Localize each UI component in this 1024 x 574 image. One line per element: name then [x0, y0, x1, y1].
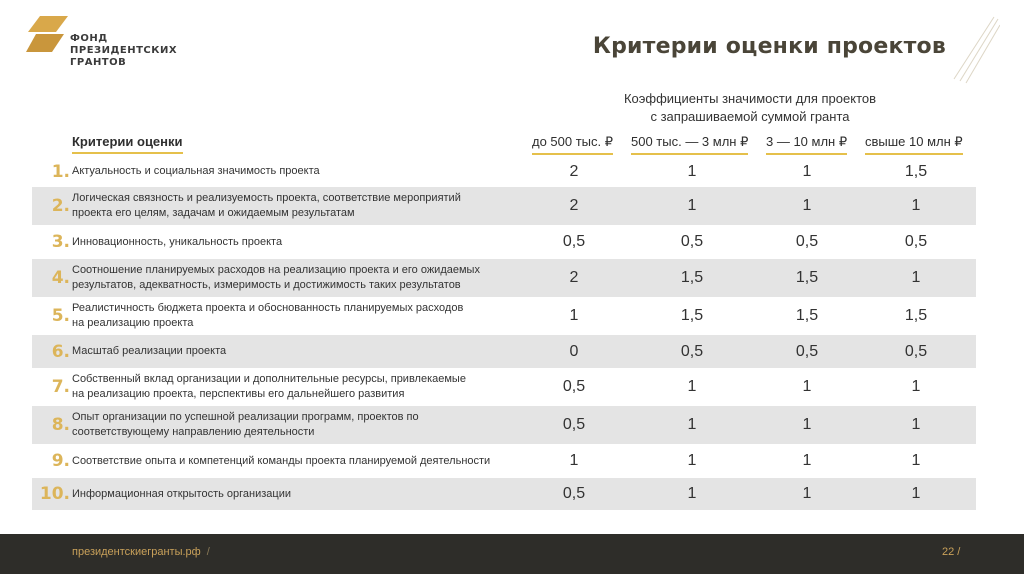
value-c4: 1,5 [904, 162, 928, 180]
value-c4: 1 [911, 378, 921, 395]
value-c2: 1 [687, 162, 697, 180]
value-c1: 0,5 [562, 233, 586, 250]
value-c3: 1 [802, 197, 812, 214]
table-row [32, 225, 976, 259]
brand-logo [26, 16, 186, 76]
column-header-criteria-label: Критерии оценки [72, 134, 183, 154]
criterion-line-2: результатов, адекватность, измеримость и достижимость таких результатов [72, 279, 461, 291]
criterion-text [72, 454, 532, 469]
value-c3: 0,5 [795, 233, 819, 250]
brand-name [70, 33, 177, 69]
value-c4: 1,5 [904, 307, 928, 324]
criteria-table [32, 156, 976, 510]
row-number: 7. [51, 377, 70, 397]
footer-site-link[interactable]: президентскиегранты.рф [72, 546, 201, 558]
row-number: 6. [51, 341, 70, 362]
criterion-line-1: Соотношение планируемых расходов на реализацию проекта и его ожидаемых [72, 264, 480, 276]
row-number: 2. [51, 196, 70, 216]
criterion-text [72, 191, 532, 221]
value-c1: 1 [569, 307, 579, 324]
table-row [32, 444, 976, 478]
value-c4: 0,5 [904, 342, 928, 360]
criterion-text [72, 301, 532, 331]
brand-line-3: ГРАНТОВ [70, 57, 127, 68]
value-c4: 1 [911, 485, 921, 502]
page-number: 22 / [942, 546, 961, 558]
value-c3: 1 [802, 378, 812, 395]
criterion-line-1: Логическая связность и реализуемость проекта, соответствие мероприятий [72, 192, 461, 204]
value-c3: 1 [802, 416, 812, 433]
value-c4: 0,5 [904, 233, 928, 250]
table-row [32, 259, 976, 297]
criterion-line-1: Инновационность, уникальность проекта [72, 235, 283, 248]
column-header-500k-3m [631, 134, 748, 155]
value-c2: 0,5 [680, 342, 704, 360]
value-c1: 2 [569, 197, 579, 214]
value-c4: 1 [911, 269, 921, 286]
value-c3: 0,5 [795, 342, 819, 360]
column-header-c3-label: 3 — 10 млн ₽ [766, 134, 847, 155]
table-row [32, 297, 976, 335]
value-c2: 1 [687, 197, 697, 214]
value-c1: 0,5 [562, 378, 586, 395]
value-c1: 0,5 [562, 485, 586, 502]
value-c2: 1,5 [680, 269, 704, 286]
row-number: 10. [39, 484, 70, 504]
column-header-c1-label: до 500 тыс. ₽ [532, 134, 613, 155]
value-c3: 1,5 [795, 269, 819, 286]
brand-line-2: ПРЕЗИДЕНТСКИХ [70, 45, 178, 56]
value-c1: 2 [569, 162, 579, 180]
criterion-line-1: Масштаб реализации проекта [72, 345, 227, 357]
value-c2: 1 [687, 416, 697, 433]
criterion-text [72, 410, 532, 440]
slide-title: Критерии оценки проектов [592, 34, 946, 59]
row-number: 9. [51, 451, 70, 471]
value-c4: 1 [911, 416, 921, 433]
table-row [32, 187, 976, 225]
criterion-line-1: Информационная открытость организации [72, 487, 291, 500]
value-c2: 1 [687, 378, 697, 395]
value-c1: 0 [569, 342, 579, 360]
table-row [32, 406, 976, 444]
coefficient-header-line-1: Коэффициенты значимости для проектов [623, 91, 877, 106]
criterion-text [72, 344, 532, 359]
criterion-text [72, 164, 532, 179]
value-c2: 0,5 [680, 233, 704, 250]
column-header-over-10m [865, 134, 963, 155]
row-number: 4. [51, 268, 70, 288]
value-c3: 1 [802, 485, 812, 502]
criterion-text [72, 372, 532, 402]
value-c3: 1,5 [795, 307, 819, 324]
value-c4: 1 [911, 452, 921, 469]
brand-line-1: ФОНД [70, 33, 108, 44]
coefficient-header [590, 90, 910, 126]
table-row [32, 156, 976, 187]
column-header-up-to-500k [532, 134, 613, 155]
table-row [32, 368, 976, 406]
row-number: 8. [51, 415, 70, 435]
value-c1: 2 [569, 269, 579, 286]
row-number: 5. [51, 306, 70, 326]
logo-mark-icon [26, 16, 70, 56]
criterion-line-2: на реализацию проекта [72, 317, 194, 329]
value-c4: 1 [911, 197, 921, 214]
value-c1: 0,5 [562, 416, 586, 433]
row-number: 1. [51, 161, 70, 182]
criterion-line-2: проекта его целям, задачам и ожидаемым результатам [72, 207, 355, 219]
value-c3: 1 [802, 162, 812, 180]
footer-site [72, 546, 210, 558]
value-c2: 1 [687, 485, 697, 502]
value-c3: 1 [802, 452, 812, 469]
decorative-lines-icon [950, 15, 1000, 85]
column-header-3m-10m [766, 134, 847, 155]
value-c2: 1 [687, 452, 697, 469]
value-c2: 1,5 [680, 307, 704, 324]
criterion-text [72, 235, 532, 250]
table-row [32, 335, 976, 368]
criterion-line-2: соответствующему направлению деятельности [72, 426, 315, 438]
criterion-line-1: Опыт организации по успешной реализации программ, проектов по [72, 411, 419, 423]
column-header-criteria [72, 134, 183, 154]
column-header-c4-label: свыше 10 млн ₽ [865, 134, 963, 155]
footer-slash: / [206, 546, 210, 558]
criterion-line-1: Соответствие опыта и компетенций команды проекта планируемой деятельности [72, 454, 491, 467]
criterion-line-1: Актуальность и социальная значимость проекта [72, 165, 320, 177]
footer-bar [0, 534, 1024, 574]
row-number: 3. [51, 232, 70, 252]
criterion-line-1: Реалистичность бюджета проекта и обоснованность планируемых расходов [72, 302, 464, 314]
criterion-line-1: Собственный вклад организации и дополнительные ресурсы, привлекаемые [72, 373, 466, 385]
criterion-text [72, 263, 532, 293]
value-c1: 1 [569, 452, 579, 469]
table-row [32, 478, 976, 510]
criterion-line-2: на реализацию проекта, перспективы его дальнейшего развития [72, 388, 405, 400]
coefficient-header-line-2: с запрашиваемой суммой гранта [650, 109, 850, 124]
criterion-text [72, 487, 532, 502]
column-header-c2-label: 500 тыс. — 3 млн ₽ [631, 134, 748, 155]
